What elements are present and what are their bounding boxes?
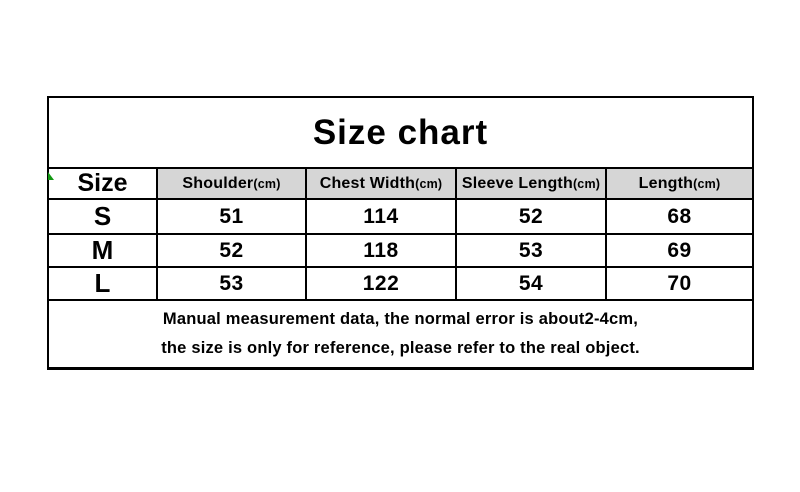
header-cell-sleeve-length [456, 168, 606, 199]
row-s-size-label: S [48, 199, 157, 234]
note-line-2: the size is only for reference, please refer to the real object. [161, 338, 640, 357]
header-label-sleeve-length: Sleeve Length [461, 174, 573, 192]
note-cell [48, 300, 753, 368]
table-row-m [48, 234, 753, 267]
header-label-shoulder: Shoulder [182, 174, 254, 192]
table-row-s [48, 199, 753, 234]
header-label-chest-width: Chest Width [319, 174, 416, 192]
header-label-length: Length [638, 174, 694, 192]
row-s-sleeve-length: 52 [456, 199, 606, 234]
header-unit-sleeve-length: (cm) [572, 176, 601, 191]
row-l-shoulder: 53 [157, 267, 306, 300]
row-s-length: 68 [606, 199, 753, 234]
note-line-1: Manual measurement data, the normal error is about2-4cm, [162, 309, 639, 328]
header-cell-length [606, 168, 753, 199]
table-row-l [48, 267, 753, 300]
row-m-sleeve-length: 53 [456, 234, 606, 267]
header-cell-size: Size [48, 168, 157, 199]
row-l-chest-width: 122 [306, 267, 456, 300]
row-l-length: 70 [606, 267, 753, 300]
header-cell-chest-width [306, 168, 456, 199]
header-unit-shoulder: (cm) [253, 176, 281, 191]
header-row [48, 168, 753, 199]
note-row [48, 300, 753, 368]
size-chart-table [47, 96, 754, 370]
row-s-chest-width: 114 [306, 199, 456, 234]
header-cell-shoulder [157, 168, 306, 199]
row-l-size-label: L [48, 267, 157, 300]
header-unit-chest-width: (cm) [415, 176, 443, 191]
row-m-length: 69 [606, 234, 753, 267]
row-m-size-label: M [48, 234, 157, 267]
header-unit-length: (cm) [693, 176, 721, 191]
chart-title: Size chart [48, 97, 753, 168]
row-m-shoulder: 52 [157, 234, 306, 267]
row-s-shoulder: 51 [157, 199, 306, 234]
title-row [48, 97, 753, 168]
row-l-sleeve-length: 54 [456, 267, 606, 300]
row-m-chest-width: 118 [306, 234, 456, 267]
